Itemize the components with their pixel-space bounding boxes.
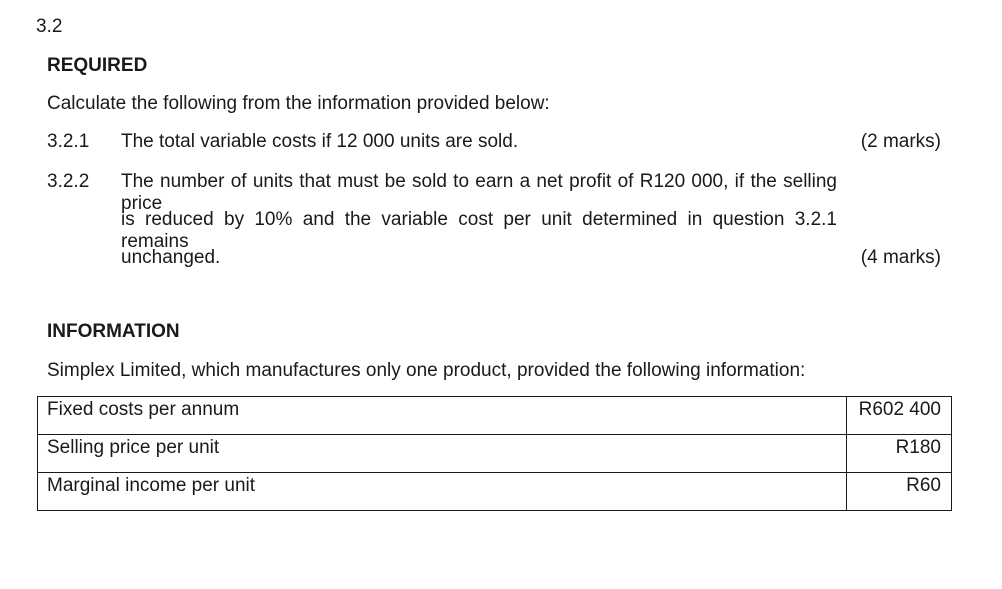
required-heading: REQUIRED — [47, 55, 148, 76]
question-text-line: unchanged. — [121, 247, 221, 268]
question-marks: (2 marks) — [860, 131, 941, 152]
table-row — [38, 397, 952, 435]
table-row — [38, 473, 952, 511]
row-value: R602 400 — [847, 397, 952, 435]
required-intro: Calculate the following from the information provided below: — [47, 93, 550, 114]
information-heading: INFORMATION — [47, 321, 180, 342]
question-number: 3.2.1 — [47, 131, 90, 152]
question-text-line: is reduced by 10% and the variable cost per unit determined in question 3.2.1 remains — [121, 209, 837, 252]
question-text: The total variable costs if 12 000 units are sold. — [121, 131, 519, 152]
question-marks: (4 marks) — [860, 247, 941, 268]
row-label: Marginal income per unit — [38, 473, 847, 511]
question-number: 3.2.2 — [47, 171, 90, 192]
row-value: R60 — [847, 473, 952, 511]
row-label: Fixed costs per annum — [38, 397, 847, 435]
information-table — [37, 396, 952, 511]
row-value: R180 — [847, 435, 952, 473]
table-row — [38, 435, 952, 473]
section-number: 3.2 — [36, 16, 63, 37]
information-intro: Simplex Limited, which manufactures only one product, provided the following information: — [47, 360, 806, 381]
question-text-line: The number of units that must be sold to earn a net profit of R120 000, if the selling price — [121, 171, 837, 214]
row-label: Selling price per unit — [38, 435, 847, 473]
